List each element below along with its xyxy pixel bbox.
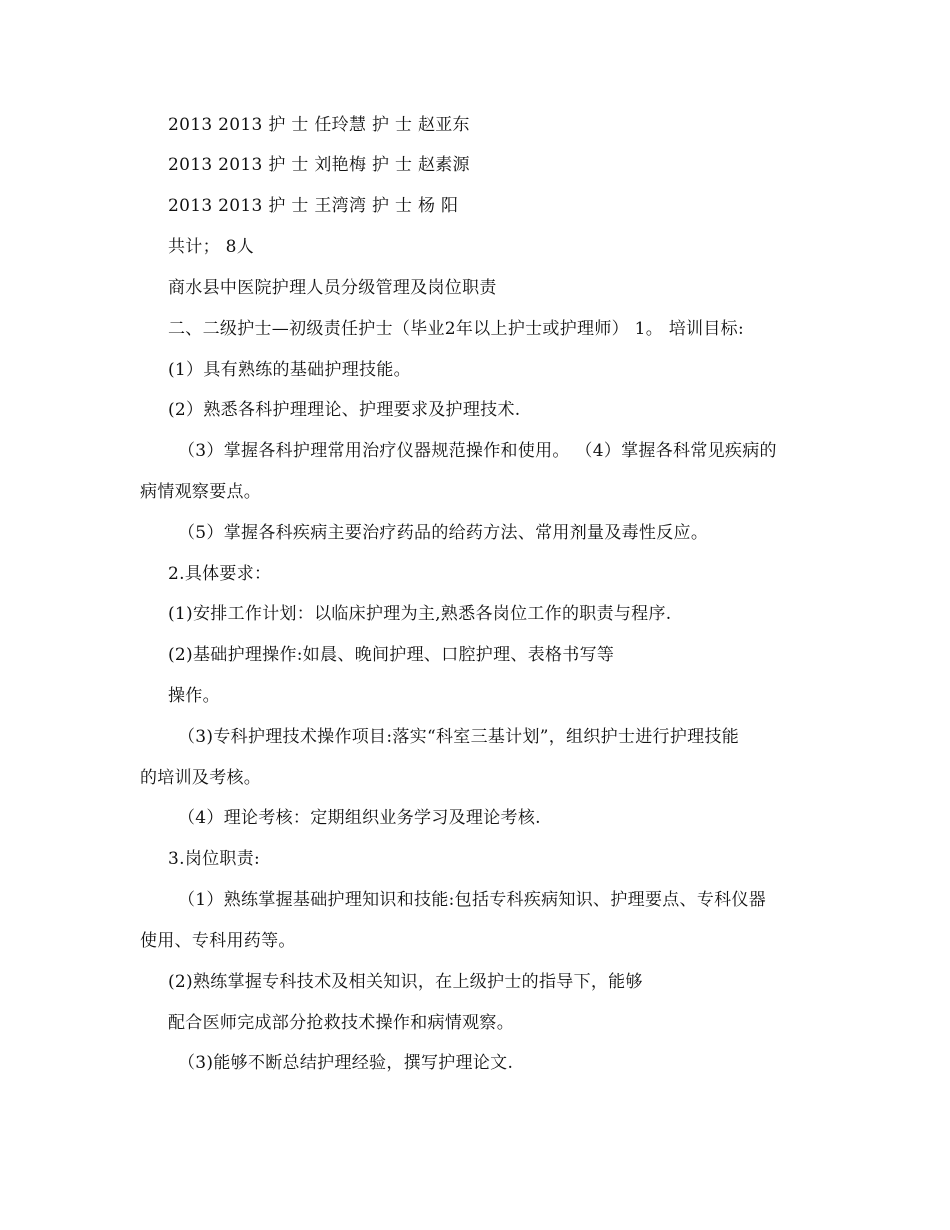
staff-row-2: 2013 2013 护 士 刘艳梅 护 士 赵素源 <box>168 155 470 175</box>
paragraph-line: (2)熟练掌握专科技术及相关知识，在上级护士的指导下，能够 <box>168 972 643 992</box>
paragraph-line: (1）具有熟练的基础护理技能。 <box>168 360 411 380</box>
paragraph-line: （3)专科护理技术操作项目:落实“科室三基计划”，组织护士进行护理技能 <box>178 727 740 747</box>
paragraph-line: （3)能够不断总结护理经验，撰写护理论文. <box>178 1053 514 1073</box>
paragraph-line: 操作。 <box>168 686 220 706</box>
subsection-heading: 2.具体要求： <box>168 564 272 584</box>
total-count: 共计； 8人 <box>168 237 255 257</box>
staff-row-3: 2013 2013 护 士 王湾湾 护 士 杨 阳 <box>168 196 459 216</box>
paragraph-line: 配合医师完成部分抢救技术操作和病情观察。 <box>168 1013 514 1033</box>
level-heading: 二、二级护士—初级责任护士（毕业2年以上护士或护理师） 1。 培训目标: <box>168 319 744 339</box>
paragraph-line: （5）掌握各科疾病主要治疗药品的给药方法、常用剂量及毒性反应。 <box>178 523 709 543</box>
section-title: 商水县中医院护理人员分级管理及岗位职责 <box>168 278 497 298</box>
paragraph-line: （4）理论考核：定期组织业务学习及理论考核. <box>178 808 541 828</box>
paragraph-line: 的培训及考核。 <box>140 768 262 788</box>
paragraph-line: 病情观察要点。 <box>140 482 262 502</box>
paragraph-line: (2）熟悉各科护理理论、护理要求及护理技术. <box>168 400 521 420</box>
paragraph-line: (1)安排工作计划：以临床护理为主,熟悉各岗位工作的职责与程序. <box>168 604 672 624</box>
paragraph-line: （1）熟练掌握基础护理知识和技能:包括专科疾病知识、护理要点、专科仪器 <box>178 890 767 910</box>
paragraph-line: 使用、专科用药等。 <box>140 931 296 951</box>
paragraph-line: （3）掌握各科护理常用治疗仪器规范操作和使用。 （4）掌握各科常见疾病的 <box>178 441 777 461</box>
paragraph-line: (2)基础护理操作:如晨、晚间护理、口腔护理、表格书写等 <box>168 645 615 665</box>
subsection-heading: 3.岗位职责: <box>168 849 261 869</box>
staff-row-1: 2013 2013 护 士 任玲慧 护 士 赵亚东 <box>168 115 470 135</box>
